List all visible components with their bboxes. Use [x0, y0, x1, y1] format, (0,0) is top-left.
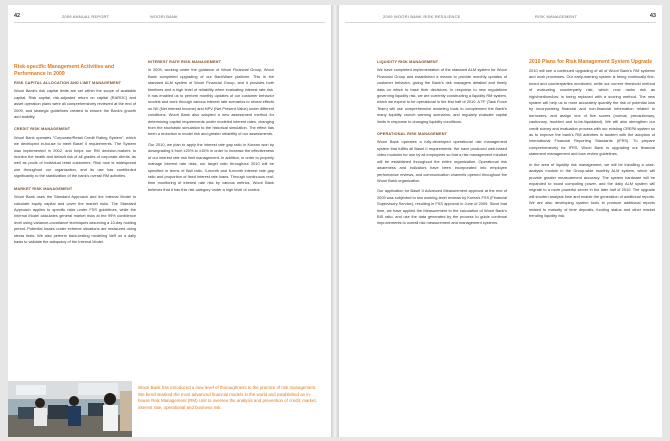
book-spine [331, 5, 339, 437]
right-column-2 [529, 59, 655, 223]
market-risk-body: Woori Bank uses the Standard Approach and the Internal Model to calculate equity capital and cover the market risks. The Standard Approach applies to specific risks under FSS guidelines, while the Internal Model calculates general market risks at the 99% confidence level using variance-covariance techniques assuming a 10-day holding period. Potential losses under extreme situations are measured using stress tests. We also perform back-testing modeling VaR on a daily basis to validate the adequacy of the Internal Model. [14, 194, 136, 244]
left-column-1 [14, 64, 136, 249]
office-photo-illustration [8, 381, 132, 437]
operational-risk-body-1: Woori Bank operates a fully-developed operational risk management system that fulfills all Basel II requirements. We have produced web-based video modules for use by all employees so that a risk management mindset will be established throughout the entire organization. Operational risk awareness and indicators have been incorporated into employee performance reviews, and communication channels opened throughout the Woori Bank organization. [377, 139, 507, 183]
left-page-number: 42 [14, 13, 21, 19]
operational-risk-body-2: Our application for Basel II Advanced Measurement approval at the end of 2009 was subjected to two working-level reviews by Korea's FSS (Financial Supervisory Service), resulting in FSS approval in June of 2009. Since that time, we have applied the Measurement to the calculation of Woori Bank's BIS ratio, and use the data generated by the process to guide continual improvements to overall risk measurement and management systems. [377, 188, 507, 226]
plans-2010-body-2: In the area of liquidity risk management, we will be installing a case-analysis module in the Group-wide monthly ALM system, which will provide greater measurement accuracy. The system hardware will be expanded to boost computing power, and the daily ALM system will migrate to a more powerful server in the later half of 2010. The upgrade will shorten analysis time and enable the generation of additional reports. We are also developing system tools to produce additional reports related to maturity of time deposits, funding status and other market trending liquidity risk. [529, 161, 655, 218]
plans-2010-heading: 2010 Plans for Risk Management System Upgrade [529, 59, 653, 65]
plans-2010-body-1: 2010 will see a continued upgrading of all of Woori Bank's RM systems and work processes. Our early-warning system is being continually fine-tuned and counterparties monitored, while our current threshold method of evaluating counterparty risk, which now ranks risk as high/medium/low, is being replaced with a scoring method. The new system will help us to more accurately quantify the risk of potential loss by incorporating financial and non-financial information related to borrowers, and assign one of five scores (normal, precautionary, cautionary, troubled and to-be-liquidated). We will also strengthen our credit survey and evaluation process with our existing CREPA system so as to improve the bank's RM activities in tandem with the adoption of International Financial Reporting Standards (IFRS). To prepare comprehensively for IFRS, Woori Bank is upgrading our financial statement management and loan review guidelines. [529, 68, 655, 157]
credit-risk-title: CREDIT RISK MANAGEMENT [14, 127, 71, 132]
operational-risk-title: OPERATIONAL RISK MANAGEMENT [377, 132, 448, 137]
right-page [339, 5, 662, 437]
right-page-number: 43 [649, 13, 656, 19]
right-header-section-name: RISK MANAGEMENT [535, 14, 578, 19]
left-header-bank-name: WOORI BANK [150, 14, 179, 19]
office-workers-photo [8, 381, 132, 437]
liquidity-risk-body: We have completed implementation of the standard ALM system for Woori Financial Group and established a means to provide monthly updates of customer behavior, giving the Bank's risk managers detailed and timely data on which to base their decisions. In response to new regulations governing liquidity risk, we are currently constructing a liquidity RM system, which we expect to be operational in the first half of 2010. A TF (Task Force Team) will use comprehensive modeling tools to complement the Bank's many liquidity crunch warning scenarios, and regularly evaluate capital limits in response to changing liquidity conditions. [377, 67, 507, 124]
left-header-report-title: 2009 ANNUAL REPORT [62, 14, 110, 19]
interest-rate-risk-body-1: In 2009, working under the guidance of Woori Financial Group, Woori Bank completed upgrading of our BankWare platform. This is the standard ALM system of Woori Financial Group, and it provides both timelines and a high level of reliability when evaluating interest rate risk. It has enabled us to perform monthly updates of our customer behavior models and work through various interest rate scenarios to reveal effects on NII (Net Interest Income) and NPV (Net Present Value) under different conditions. Woori Bank also adopted a new assessment method for determining capital requirements under modeled interest rates, changing from the stochastic simulation to the historical simulation. The effect has been a reduction in model risk and greater reliability of our assessments. [148, 67, 274, 137]
left-page-header [14, 12, 325, 23]
risk-activities-heading: Risk-specific Management Activities and Performance in 2009 [14, 64, 115, 77]
photo-caption: Woori Bank has introduced a new level of thoroughness to the practice of risk management. We benchmarked the most advanced financial models in the world and established an in-house Risk Management (RM) Unit to oversee the analysis and prevention of credit, market, interest rate, operational and business risk. [138, 385, 317, 410]
market-risk-title: MARKET RISK MANAGEMENT [14, 186, 73, 191]
credit-risk-body: Woori Bank operates "Corporate/Retail Credit Rating System", which we developed in-house to meet Basel II requirements. The System was implemented in 2002, and helps our RM decision-makers to monitor the health and default risk of all grades of corporate clients, as well as pools of individual retail customers. Risk now is widespread use throughout our organization, and its use has contributed significantly to the stabilization of the bank's overall RM activities. [14, 134, 136, 179]
left-column-2 [148, 59, 274, 197]
interest-rate-risk-title: INTEREST RATE RISK MANAGEMENT [148, 60, 222, 64]
risk-capital-body: Woori Bank's risk capital limits are set within the scope of available capital. Risk capital, risk-adjusted return on capital (RAROC) and asset operation plans were all comprehensively reviewed at the end of 2009, and strategic guidelines created to ensure the Bank's growth and stability. [14, 88, 136, 120]
right-column-1 [377, 59, 507, 231]
right-header-report-title: 2009 WOORI BANK RISK RESILIENCE [383, 14, 461, 19]
risk-capital-title: RISK CAPITAL ALLOCATION AND LIMIT MANAGEMENT [14, 81, 122, 85]
liquidity-risk-title: LIQUIDITY RISK MANAGEMENT [377, 60, 439, 64]
right-page-header [345, 12, 656, 23]
interest-rate-risk-body-2: Our 2010, we plan to apply the interest rate gap ratio in Korean won by downgrading it from ±20% to ±15% in order to increase the effectiveness of our interest rate risk limit management. In addition, in order to properly manage interest rate risks, our target ratio throughout 2010 will be specified in terms of Bali ratio, 3-month and 6-month interest rate gap ratio and proportion of fixed interest rate loans. Through continuous real-time monitoring of interest rate risk by various metrics, Woori Bank believes that it has this risk category under a high level of control. [148, 141, 274, 192]
left-page [8, 5, 331, 437]
